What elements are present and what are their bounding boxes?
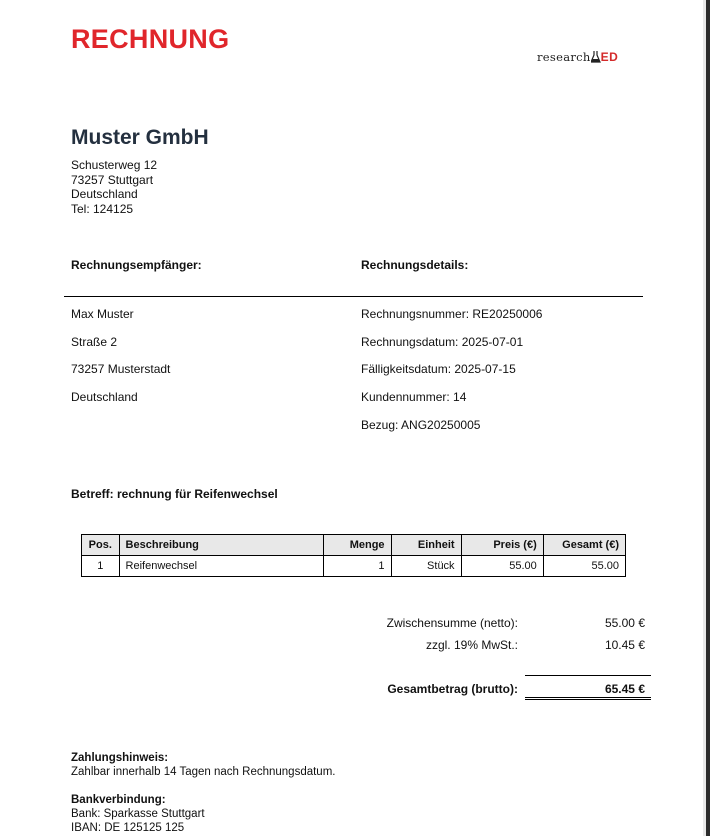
logo-text-research: research	[537, 50, 591, 64]
col-header-pos: Pos.	[82, 535, 120, 556]
total-double-rule-1	[525, 697, 651, 698]
cell-price: 55.00	[461, 556, 543, 577]
col-header-total: Gesamt (€)	[543, 535, 625, 556]
col-header-description: Beschreibung	[119, 535, 323, 556]
cell-pos: 1	[82, 556, 120, 577]
vat-label: zzgl. 19% MwSt.:	[425, 638, 518, 652]
recipient-heading: Rechnungsempfänger:	[71, 258, 202, 272]
total-label: Gesamtbetrag (brutto):	[387, 682, 518, 696]
company-logo	[537, 48, 618, 64]
company-street: Schusterweg 12	[71, 158, 158, 172]
bank-heading: Bankverbindung:	[71, 794, 166, 806]
due-date: Fälligkeitsdatum: 2025-07-15	[361, 362, 516, 376]
table-header-row	[82, 535, 626, 556]
company-city: 73257 Stuttgart	[71, 172, 154, 187]
vat-value: 10.45 €	[604, 638, 645, 652]
subtotal-label: Zwischensumme (netto):	[386, 616, 518, 630]
cell-quantity: 1	[323, 556, 391, 577]
cell-description: Reifenwechsel	[119, 556, 323, 577]
company-country: Deutschland	[71, 187, 138, 201]
customer-number: Kundennummer: 14	[361, 390, 467, 404]
recipient-street: Straße 2	[71, 335, 118, 349]
subject-line: Betreff: rechnung für Reifenwechsel	[71, 487, 278, 501]
invoice-date: Rechnungsdatum: 2025-07-01	[361, 335, 524, 349]
logo-flask-icon	[591, 51, 601, 63]
company-phone: Tel: 124125	[71, 201, 134, 216]
total-top-rule	[525, 675, 651, 676]
cell-unit: Stück	[391, 556, 461, 577]
viewer-scrollbar[interactable]	[706, 0, 710, 836]
payment-text: Zahlbar innerhalb 14 Tagen nach Rechnungsdatum.	[71, 766, 336, 778]
col-header-price: Preis (€)	[461, 535, 543, 556]
recipient-city: 73257 Musterstadt	[71, 362, 171, 376]
details-heading: Rechnungsdetails:	[361, 258, 469, 272]
logo-text-ed: ED	[600, 50, 619, 64]
total-double-rule-2	[525, 699, 651, 700]
bank-iban: IBAN: DE 125125 125	[71, 822, 185, 834]
col-header-quantity: Menge	[323, 535, 391, 556]
bank-name: Bank: Sparkasse Stuttgart	[71, 808, 205, 820]
document-title: RECHNUNG	[71, 24, 230, 54]
table-row	[82, 556, 626, 577]
reference: Bezug: ANG20250005	[361, 418, 481, 432]
invoice-number: Rechnungsnummer: RE20250006	[361, 307, 543, 321]
recipient-country: Deutschland	[71, 390, 138, 404]
recipient-name: Max Muster	[71, 307, 134, 321]
section-divider	[64, 296, 643, 297]
total-value: 65.45 €	[604, 682, 645, 696]
col-header-unit: Einheit	[391, 535, 461, 556]
company-name: Muster GmbH	[71, 126, 209, 149]
subtotal-value: 55.00 €	[604, 616, 645, 630]
payment-heading: Zahlungshinweis:	[71, 752, 169, 764]
items-table	[81, 534, 626, 577]
cell-total: 55.00	[543, 556, 625, 577]
